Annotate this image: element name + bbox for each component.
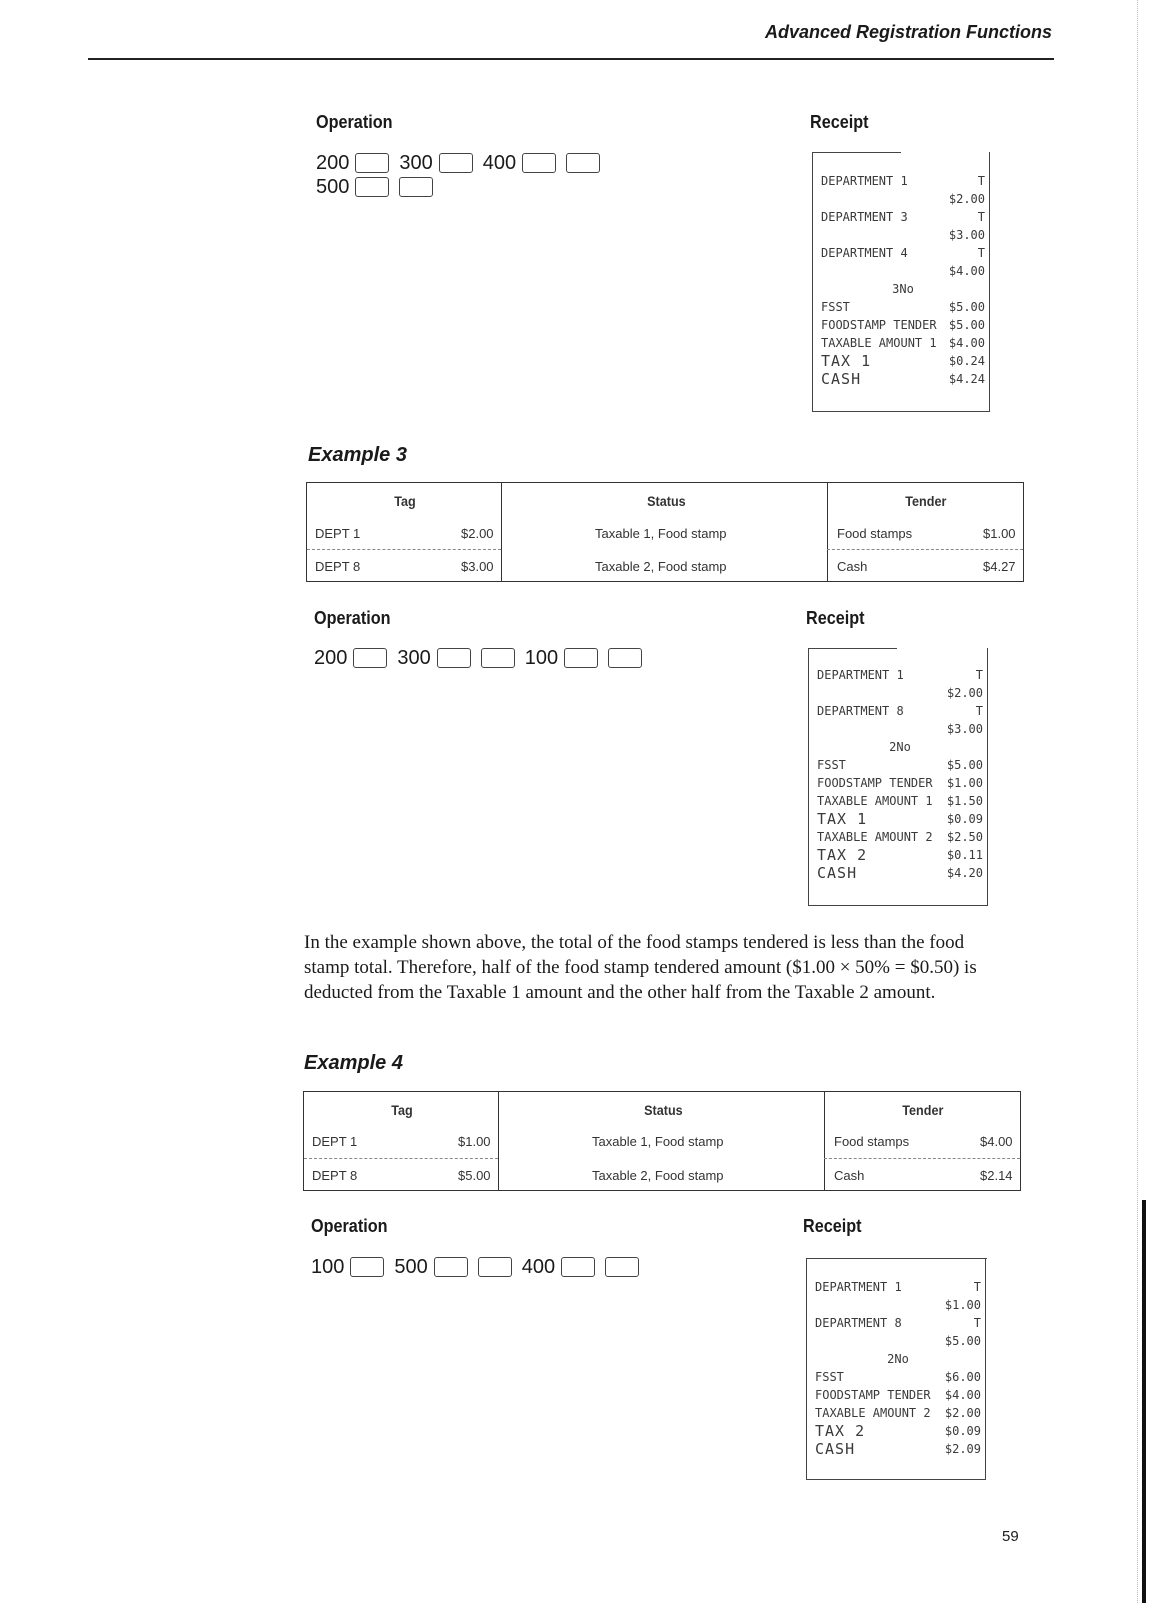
dept-key-icon [522, 153, 556, 173]
receipt-line: 2No [889, 740, 911, 754]
receipt-line: FOODSTAMP TENDER $4.00 [815, 1388, 981, 1402]
header-rule [88, 58, 1054, 60]
table-cell-tender: Food stamps [834, 1134, 910, 1149]
receipt-line: FSST $5.00 [821, 300, 985, 314]
op-number: 300 [397, 646, 431, 669]
receipt-line: FOODSTAMP TENDER $5.00 [821, 318, 985, 332]
receipt-line: DEPARTMENT 3 T [821, 210, 985, 224]
op-number: 200 [316, 151, 350, 174]
table-cell-tender: Cash [834, 1168, 865, 1183]
receipt-label: Receipt [806, 608, 865, 628]
receipt-line: CASH $4.20 [817, 864, 983, 882]
op-number: 400 [521, 1255, 556, 1278]
op-number: 100 [311, 1255, 345, 1278]
receipt-line: TAXABLE AMOUNT 2 $2.00 [815, 1406, 981, 1420]
fs-tend-key-icon [564, 648, 598, 668]
table-cell-tender: Cash [837, 559, 868, 574]
receipt-line: TAX 1 $0.24 [821, 352, 985, 370]
example-3-title: Example 3 [308, 444, 407, 466]
table-cell-status: Taxable 1, Food stamp [595, 526, 727, 541]
receipt-example-4 [806, 1258, 986, 1480]
table-header-status: Status [647, 493, 686, 509]
table-cell-tender-amount: $2.14 [980, 1168, 1013, 1183]
table-cell-dept: DEPT 1 [315, 526, 361, 541]
operation-line [316, 150, 610, 176]
receipt-line: TAXABLE AMOUNT 1 $4.00 [821, 336, 985, 350]
fs-subtotal-key-icon [566, 153, 600, 173]
operation-label: Operation [314, 608, 391, 628]
dept-key-icon [439, 153, 473, 173]
cash-key-icon [608, 648, 642, 668]
operation-line [311, 1254, 649, 1280]
op-number: 500 [316, 175, 350, 198]
table-cell-tender: Food stamps [837, 526, 913, 541]
table-header-tender: Tender [902, 1102, 944, 1118]
example-4-table [303, 1091, 1021, 1191]
fs-subtotal-key-icon [481, 648, 515, 668]
receipt-line: FSST $6.00 [815, 1370, 981, 1384]
receipt-line: $4.00 [948, 264, 985, 278]
table-cell-tender-amount: $1.00 [983, 526, 1016, 541]
table-cell-amount: $2.00 [461, 526, 494, 541]
receipt-line: CASH $2.09 [815, 1440, 981, 1458]
table-header-tender: Tender [905, 493, 947, 509]
table-cell-tender-amount: $4.27 [983, 559, 1016, 574]
table-cell-amount: $3.00 [461, 559, 494, 574]
receipt-line: TAX 2 $0.09 [815, 1422, 981, 1440]
table-cell-dept: DEPT 8 [315, 559, 361, 574]
header-title: Advanced Registration Functions [764, 22, 1052, 42]
table-cell-amount: $5.00 [458, 1168, 491, 1183]
cash-key-icon [605, 1257, 639, 1277]
table-cell-status: Taxable 1, Food stamp [592, 1134, 724, 1149]
receipt-label: Receipt [803, 1216, 862, 1236]
dept-key-icon [353, 648, 387, 668]
receipt-line: TAXABLE AMOUNT 2 $2.50 [817, 830, 983, 844]
table-header-tag: Tag [391, 1102, 413, 1118]
example-4-title: Example 4 [304, 1052, 403, 1074]
table-cell-status: Taxable 2, Food stamp [595, 559, 727, 574]
receipt-line: DEPARTMENT 1 T [817, 668, 983, 682]
dept-key-icon [355, 153, 389, 173]
table-cell-tender-amount: $4.00 [980, 1134, 1013, 1149]
receipt-line: $2.00 [946, 686, 983, 700]
receipt-line: DEPARTMENT 8 T [815, 1316, 981, 1330]
table-header-status: Status [644, 1102, 683, 1118]
receipt-line: 3No [892, 282, 914, 296]
operation-label: Operation [311, 1216, 388, 1236]
receipt-line: DEPARTMENT 1 T [815, 1280, 981, 1294]
op-number: 500 [394, 1255, 428, 1278]
receipt-line: 2No [887, 1352, 909, 1366]
dept-key-icon [437, 648, 471, 668]
receipt-line: FSST $5.00 [817, 758, 983, 772]
receipt-line: TAXABLE AMOUNT 1 $1.50 [817, 794, 983, 808]
op-number: 200 [314, 646, 348, 669]
example-3-table [306, 482, 1024, 582]
explanation-paragraph: In the example shown above, the total of the food stamps tendered is less than the food stamp total. Therefore, half of the food stamp tendered amount ($1.00 × 50% = $0.50) is deducted from the Taxable 1 amount and the other half from the Taxable 2 amount. [304, 932, 977, 1003]
receipt-line: $3.00 [948, 228, 985, 242]
receipt-line: FOODSTAMP TENDER $1.00 [817, 776, 983, 790]
receipt-line: $3.00 [946, 722, 983, 736]
operation-line [314, 645, 652, 671]
table-cell-amount: $1.00 [458, 1134, 491, 1149]
dept-key-icon [350, 1257, 384, 1277]
table-cell-dept: DEPT 1 [312, 1134, 358, 1149]
operation-label: Operation [316, 112, 393, 132]
scan-edge-dots [1137, 0, 1138, 1603]
op-number: 300 [399, 151, 433, 174]
scan-edge [1142, 1200, 1146, 1603]
receipt-line: DEPARTMENT 1 T [821, 174, 985, 188]
op-number: 100 [524, 646, 559, 669]
dept-key-icon [434, 1257, 468, 1277]
receipt-line: TAX 2 $0.11 [817, 846, 983, 864]
receipt-line: DEPARTMENT 4 T [821, 246, 985, 260]
op-number: 400 [482, 151, 517, 174]
receipt-line: CASH $4.24 [821, 370, 985, 388]
table-header-tag: Tag [394, 493, 416, 509]
receipt-line: $1.00 [944, 1298, 981, 1312]
fs-tend-key-icon [561, 1257, 595, 1277]
receipt-label: Receipt [810, 112, 869, 132]
receipt-line: $2.00 [948, 192, 985, 206]
fs-tend-key-icon [355, 177, 389, 197]
operation-line [316, 174, 443, 200]
table-cell-status: Taxable 2, Food stamp [592, 1168, 724, 1183]
table-cell-dept: DEPT 8 [312, 1168, 358, 1183]
receipt-line: DEPARTMENT 8 T [817, 704, 983, 718]
receipt-line: TAX 1 $0.09 [817, 810, 983, 828]
receipt-line: $5.00 [944, 1334, 981, 1348]
cash-key-icon [399, 177, 433, 197]
receipt-example-3 [808, 648, 988, 906]
page-number: 59 [1002, 1528, 1019, 1545]
receipt-top [812, 152, 990, 412]
fs-subtotal-key-icon [478, 1257, 512, 1277]
